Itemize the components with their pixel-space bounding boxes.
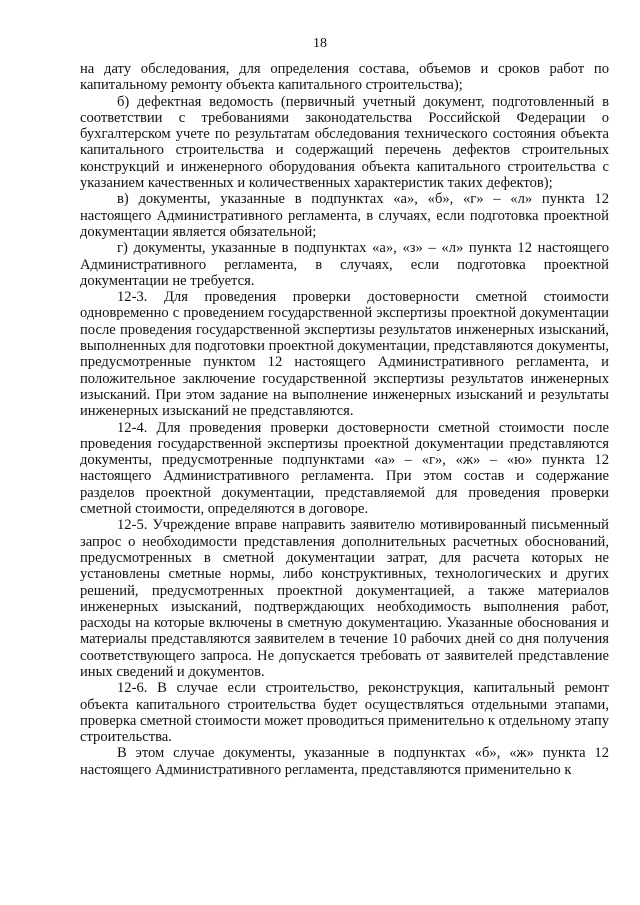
paragraph-12-5: 12-5. Учреждение вправе направить заявителю мотивированный письменный запрос о необходимости представления дополнительных расчетных обоснований, предусмотренных в сметной документации затрат, для расчета которых не установлены сметные нормы, либо конструктивных, технологических и других решений, предусмотренных проектной документацией, а также материалов инженерных изысканий, подтверждающих необходимость выполнения работ, расходы на которые включены в сметную документацию. Указанные обоснования и материалы представляются заявителем в течение 10 рабочих дней со дня получения соответствующего запроса. Не допускается требовать от заявителей представление иных сведений и документов.: [80, 517, 609, 680]
document-body: [80, 61, 609, 778]
page-number: 18: [313, 36, 327, 51]
paragraph-item-g: г) документы, указанные в подпунктах «а», «з» – «л» пункта 12 настоящего Административного регламента, в случаях, если подготовка проектной документации не требуется.: [80, 240, 609, 289]
paragraph-continuation: на дату обследования, для определения состава, объемов и сроков работ по капитальному ремонту объекта капитального строительства);: [80, 61, 609, 94]
paragraph-12-4: 12-4. Для проведения проверки достоверности сметной стоимости после проведения государственной экспертизы проектной документации представляются документы, предусмотренные подпунктами «а» – «г», «ж» – «ю» пункта 12 настоящего Административного регламента. При этом состав и содержание разделов проектной документации, представляемой для проведения проверки сметной стоимости, определяются в договоре.: [80, 419, 609, 518]
paragraph-item-b: б) дефектная ведомость (первичный учетный документ, подготовленный в соответствии с требованиями законодательства Российской Федерации о бухгалтерском учете по результатам обследования технического состояния объекта капитального строительства и содержащий перечень дефектов строительных конструкций и инженерного оборудования объекта капитального строительства с указанием качественных и количественных характеристик таких дефектов);: [80, 93, 609, 192]
paragraph-12-3: 12-3. Для проведения проверки достоверности сметной стоимости одновременно с проведением государственной экспертизы проектной документации после проведения государственной экспертизы результатов инженерных изысканий, выполненных для подготовки проектной документации, представляются документы, предусмотренные пунктом 12 настоящего Административного регламента, и положительное заключение государственной экспертизы результатов инженерных изысканий. При этом задание на выполнение инженерных изысканий и результаты инженерных изысканий не представляются.: [80, 289, 609, 420]
paragraph-12-6: 12-6. В случае если строительство, реконструкция, капитальный ремонт объекта капитального строительства будет осуществляться отдельными этапами, проверка сметной стоимости может проводиться применительно к отдельному этапу строительства.: [80, 680, 609, 746]
paragraph-12-6-continued: В этом случае документы, указанные в подпунктах «б», «ж» пункта 12 настоящего Административного регламента, представляются применительно к: [80, 745, 609, 778]
paragraph-item-v: в) документы, указанные в подпунктах «а», «б», «г» – «л» пункта 12 настоящего Административного регламента, в случаях, если подготовка проектной документации является обязательной;: [80, 191, 609, 240]
